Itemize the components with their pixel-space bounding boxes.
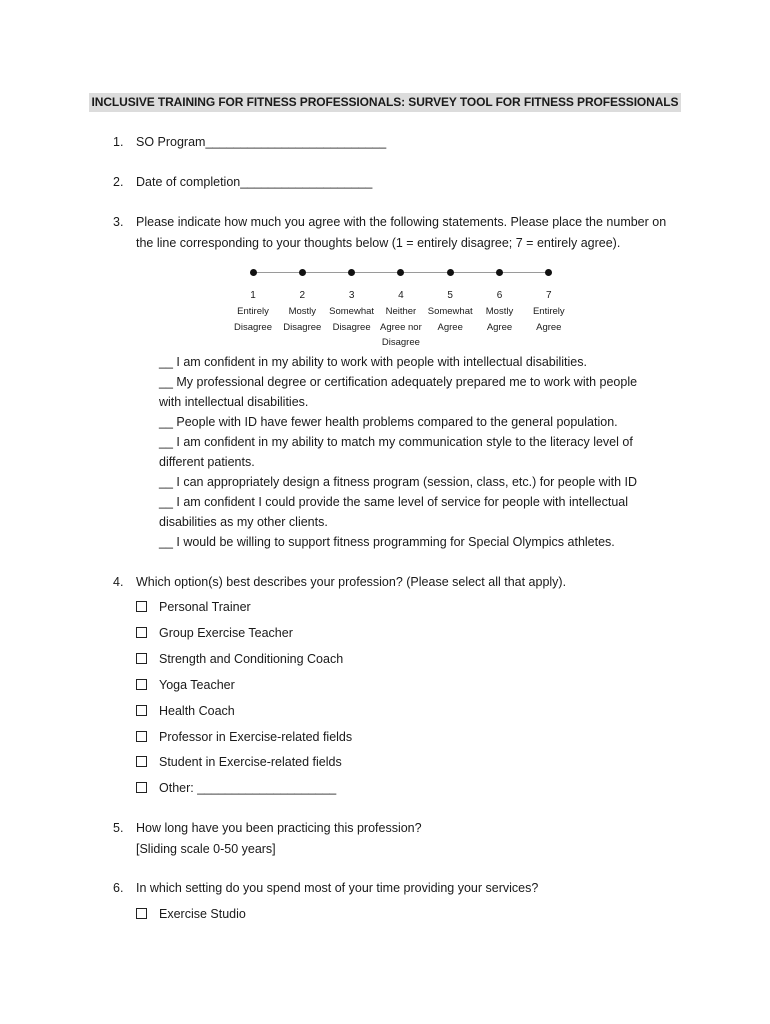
scale-number: 7 (546, 290, 552, 301)
q2-text: Date of completion___________________ (136, 175, 373, 189)
q6-number: 6. (113, 881, 124, 895)
scale-label: Neither Agree nor Disagree (380, 306, 422, 348)
q1-text: SO Program__________________________ (136, 135, 387, 149)
scale-point-5 (447, 269, 454, 276)
checkbox[interactable] (136, 782, 147, 793)
profession-option[interactable] (136, 781, 336, 795)
option-label: Other: ____________________ (159, 781, 337, 796)
profession-option[interactable] (136, 678, 235, 692)
q3-line2: the line corresponding to your thoughts below (1 = entirely disagree; 7 = entirely agree). (136, 236, 621, 250)
statement-line: __ I am confident in my ability to match my communication style to the literacy level of (159, 435, 633, 449)
option-label: Professor in Exercise-related fields (159, 729, 353, 744)
scale-number: 2 (299, 290, 306, 301)
scale-point-6 (496, 269, 503, 276)
option-label: Student in Exercise-related fields (159, 755, 342, 770)
statement-line: with intellectual disabilities. (159, 395, 309, 409)
checkbox[interactable] (136, 908, 147, 919)
scale-label: Mostly Disagree (283, 306, 322, 333)
statement-line: __ I am confident I could provide the same level of service for people with intellectual (159, 495, 629, 509)
statement-line: __ My professional degree or certification adequately prepared me to work with people (159, 375, 638, 389)
q4-text: Which option(s) best describes your profession? (Please select all that apply). (136, 575, 567, 589)
q5-number: 5. (113, 821, 124, 835)
statement-line: __ People with ID have fewer health problems compared to the general population. (159, 415, 618, 429)
scale-point-3 (348, 269, 355, 276)
page-title: INCLUSIVE TRAINING FOR FITNESS PROFESSIONALS: SURVEY TOOL FOR FITNESS PROFESSIONALS (91, 95, 679, 109)
scale-label: Entirely Disagree (233, 306, 273, 333)
q3-number: 3. (113, 215, 124, 229)
scale-point-4 (397, 269, 404, 276)
profession-option[interactable] (136, 626, 293, 640)
q2-number: 2. (113, 175, 124, 189)
profession-option[interactable] (136, 730, 352, 744)
checkbox[interactable] (136, 601, 147, 612)
scale-number: 3 (348, 290, 355, 301)
q5-sub: [Sliding scale 0-50 years] (136, 842, 276, 856)
checkbox[interactable] (136, 705, 147, 716)
scale-label: Entirely Agree (532, 306, 565, 333)
q6-text: In which setting do you spend most of your time providing your services? (136, 881, 539, 895)
profession-option[interactable] (136, 704, 235, 718)
scale-label: Somewhat Disagree (329, 306, 375, 333)
option-label: Personal Trainer (159, 600, 251, 614)
option-label: Yoga Teacher (159, 677, 235, 692)
statement-line: disabilities as my other clients. (159, 515, 328, 529)
option-label: Strength and Conditioning Coach (159, 651, 344, 666)
scale-point-2 (299, 269, 306, 276)
profession-option[interactable] (136, 600, 251, 614)
option-label: Group Exercise Teacher (159, 625, 293, 640)
scale-number: 4 (398, 290, 404, 301)
scale-number: 6 (496, 290, 503, 301)
q4-number: 4. (113, 575, 124, 589)
title-bar (89, 93, 681, 112)
scale-label: Somewhat Agree (427, 306, 473, 333)
checkbox[interactable] (136, 756, 147, 767)
q1-number: 1. (113, 135, 124, 149)
statement-line: __ I can appropriately design a fitness program (session, class, etc.) for people with ID (159, 475, 638, 489)
option-label: Health Coach (159, 703, 235, 718)
scale-number: 5 (447, 290, 453, 301)
checkbox[interactable] (136, 653, 147, 664)
statement-line: different patients. (159, 455, 255, 469)
profession-option[interactable] (136, 755, 342, 769)
checkbox[interactable] (136, 679, 147, 690)
checkbox[interactable] (136, 731, 147, 742)
scale-point-1 (250, 269, 257, 276)
statement-line: __ I am confident in my ability to work with people with intellectual disabilities. (159, 355, 587, 369)
q5-text: How long have you been practicing this profession? (136, 821, 422, 835)
checkbox[interactable] (136, 627, 147, 638)
setting-option[interactable] (136, 907, 246, 921)
scale-point-7 (545, 269, 552, 276)
scale-number: 1 (250, 290, 256, 301)
q3-line1: Please indicate how much you agree with the following statements. Please place the number on (136, 215, 667, 229)
profession-option[interactable] (136, 652, 343, 666)
option-label: Exercise Studio (159, 907, 246, 921)
statement-line: __ I would be willing to support fitness programming for Special Olympics athletes. (159, 535, 615, 549)
scale-label: Mostly Agree (485, 306, 514, 333)
